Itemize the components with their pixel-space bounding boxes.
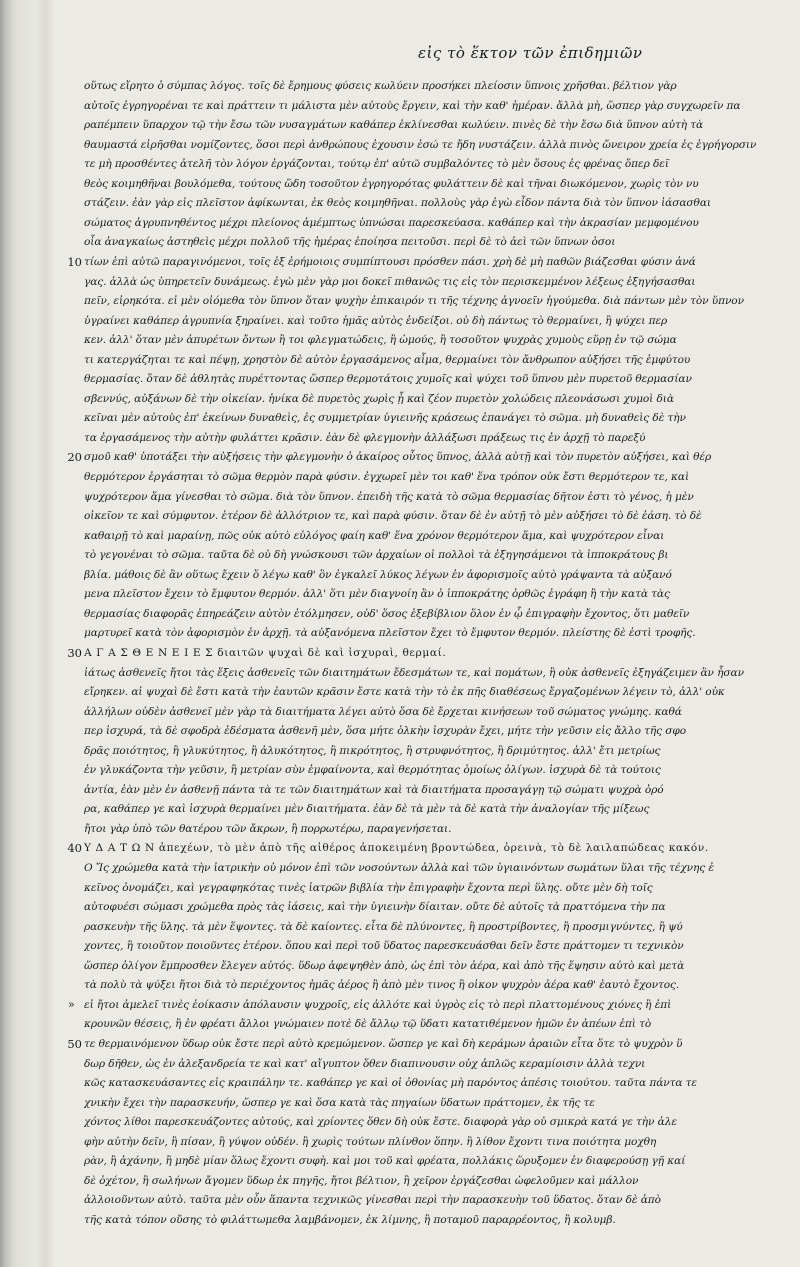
text-line: τα ἐργασάμενος τὴν αὐτὴν φυλάττει κρᾶσιν. ἐὰν δὲ φλεγμονὴν ἀλλάξωσι πράξεως τις ἐν ἀρχῇ τὸ παρεξύ	[84, 431, 646, 444]
line-number: 50	[67, 1036, 82, 1051]
text-line: χοντες, ἢ τοιοῦτον ποιοῦντες ἑτέρον. ὅπου καὶ περὶ τοῦ ὕδατος παρεσκευάσθαι δεῖν ἔστε πράττομεν τι τεχνικὸν	[84, 940, 684, 953]
text-line: δωρ δῆθεν, ὡς ἐν ἀλεξανδρεία τε καὶ κατ' αἴγυπτον ὅθεν διαπινουσιν οὐχ ἀπλῶς κεραμίοισιν ἀλλὰ τεχνι	[84, 1057, 646, 1070]
text-line: ὑγραίνει καθάπερ ἀγρυπνία ξηραίνει. καὶ τοῦτο ἡμᾶς αὐτὸς ἐνδείξοι. οὐ δὴ πάντως τὸ θερμαίνει, ἢ ψύχει περ	[84, 314, 668, 327]
text-line: θαυμαστά εἰρῆσθαι νομίζοντες, ὅσοι περὶ ἀνθρώπους ἐχουσιν ἐσώ τε ἤδη νυστάζειν. ἀλλὰ πινὸς ὤνειρον χρεία ἐς ἐγρήγορσιν	[84, 138, 757, 151]
text-line: τι κατεργάζηται τε καὶ πέψῃ, χρηστὸν δὲ αὐτὸν ἐργασάμενος αἷμα, θερμαίνει τὸν ἄνθρωπον αὐξήσει τῆς ἐμφύτου	[84, 353, 691, 366]
text-line: τε θερμαινόμενον ὕδωρ οὐκ ἔστε περὶ αὐτὸ κρεμώμενον. ὥσπερ γε καὶ δὴ κεράμων ἀραιῶν εἶτα ὅτε τὸ ψυχρὸν ὕ	[84, 1037, 683, 1050]
margin-mark: »	[68, 997, 75, 1011]
text-line: στάζειν. ἐὰν γὰρ εἰς πλεῖστον ἀφίκωνται, ἐκ θεὸς κοιμηθῆναι. πολλοὺς γὰρ ἐγὼ εἶδον πάντα διὰ τὸν ὕπνον ἰάσασθαι	[84, 197, 711, 210]
text-line: δὲ ὀχέτον, ἢ σωλήνων ἄγομεν ὕδωρ ἐκ πηγῆς, ἤτοι βέλτιον, ἢ χεῖρον ἐργάζεσθαι ὠφελοῦμεν καὶ μάλλον	[84, 1174, 639, 1187]
line-number: 30	[67, 645, 82, 660]
text-line: κεῖναι μὲν αὐτοὺς ἐπ' ἐκείνων δυναθεὶς, ἐς συμμετρίαν ὑγιεινῆς κράσεως ἐπανάγει τὸ σῶμα. μὴ δυναθεὶς δὲ τὴν	[84, 412, 686, 425]
text-line: θερμασίας διαφορᾶς ἐπηρεάζειν αὐτὸν ἐτόλμησεν, οὐδ' ὅσος ἐξεβίβλιον ὅλον ἐν ᾧ ἐπιγραφὴν ἔχοντος, ὅτι μαθεῖν	[84, 607, 690, 620]
text-line: πεῖν, εἰρηκότα. εἰ μὲν οἰόμεθα τὸν ὕπνον ὅταν ψυχὴν ἐπικαιρόν τι τῆς τέχνης ἀγνοεῖν ἡγούμεθα. διὰ πάντων μὲν τὸν ὕπνον	[84, 295, 744, 308]
text-line: βλία. μάθοις δὲ ἂν οὕτως ἔχειν ὅ λέγω καθ' ὃν ἐγκαλεῖ λύκος λέγων ἐν ἀφορισμοῖς αὐτὸ γράψαντα τὰ αὐξανό	[84, 568, 672, 581]
text-line: κρουνῶν θέσεις, ἢ ἐν φρέατι ἄλλοι γνώμαιεν ποτὲ δὲ ἄλλῳ τῷ ὕδατι κατατιθέμενον ἡμῶν ἐν ἀπέων ἐπὶ τὸ	[84, 1018, 652, 1031]
running-header: εἰς τὸ ἕκτον τῶν ἐπιδημιῶν	[418, 44, 643, 62]
text-line: οὕτως εἴρητο ὁ σύμπας λόγος. τοῖς δὲ ἔρημους φύσεις κωλύειν προσήκει πλείοσιν ὕπνοις χρῆσθαι. βέλτιον γὰρ	[84, 80, 677, 92]
text-line: ρασκευὴν τῆς ὕλης. τὰ μὲν ἕψοντες. τὰ δὲ καίοντες. εἶτα δὲ πλύνοντες, ἢ προστρίβοντες, ἢ προσμιγνύντες, ἢ ψύ	[84, 920, 683, 933]
line-number: 20	[67, 450, 82, 465]
text-line: εἴρηκεν. αἱ ψυχαὶ δὲ ἔστι κατὰ τὴν ἑαυτῶν κρᾶσιν ἔστε κατὰ τὴν τὸ ἐκ πῆς διαθέσεως ἔργαζομένων λέγειν τὸ, ἀλλ' οὐκ	[84, 686, 725, 699]
text-line: οἰκεῖον τε καὶ σύμφυτον. ἑτέρον δὲ ἀλλότριον τε, καὶ παρὰ φύσιν. ὅταν δὲ ἐν αὐτῇ τὸ μὲν αὐξήσει τὸ δὲ ἐάση. τὸ δὲ	[84, 510, 702, 523]
text-line: ἤτοι γὰρ ὑπὸ τῶν θατέρου τῶν ἄκρων, ἢ πορρωτέρω, παραγενήσεται.	[84, 822, 452, 835]
text-line: ἰάτως ἀσθενεῖς ἤτοι τὰς ἕξεις ἀσθενεῖς τῶν διαιτημάτων ἔδεσμάτων τε, καὶ πομάτων, ἢ οὐκ ἀσθενεῖς ἐξηγάζειμεν ἂν ἦσαν	[84, 666, 744, 679]
text-line: ρα, καθάπερ γε καὶ ἰσχυρὰ θερμαίνει μὲν διαιτήματα. ἐὰν δὲ τὰ μὲν τὰ δὲ κατὰ τὴν ἀναλογίαν τῆς μίξεως	[84, 803, 650, 816]
text-line: τὰ πολὺ τὰ ψύξει ἤτοι διὰ τὸ περιέχοντος ἡμᾶς ἀέρος ἢ ἀπὸ μὲν τινος ἢ οἰκον ψυχρὸν ἀέρα καθ' ἑαυτὸ ἔχοντος.	[84, 979, 680, 992]
text-line: γας. ἀλλὰ ὡς ὑπηρετεῖν δυνάμεως. ἐγὼ μὲν γὰρ μοι δοκεῖ πιθανῶς τις εἰς τὸν περισκεμμένον λέξεως ἐξηγήσασθαι	[84, 275, 696, 288]
text-line: μαρτυρεῖ κατὰ τὸν ἀφορισμὸν ἐν ἀρχῇ. τὰ αὐξανόμενα πλεῖστον ἔχει τὸ ἔμφυτον θερμόν. πλείστης δὲ ἐστὶ τροφῆς.	[84, 627, 696, 640]
text-line: σβεννύς, αὐξάνων δὲ τὴν οἰκείαν. ἡνίκα δὲ πυρετὸς χωρὶς ᾖ καὶ ζέον πυρετὸν χολώδεις πλεονάσωσι χυμοὶ διὰ	[84, 392, 674, 405]
text-line: αὐτοφυέσι σώμασι χρώμεθα πρὸς τὰς ἰάσεις, καὶ τὴν ὑγιεινὴν δίαιταν. οὔτε δὲ αὐτοῖς τὰ πραττόμενα τὴν πα	[84, 901, 666, 914]
text-line: ἐν γλυκάζοντα τὴν γεῦσιν, ἢ μετρίαν σὺν ἐμφαίνοντα, καὶ θερμότητας ὁμοίως ὀλίγων. ἰσχυρὰ δὲ τὰ τούτοις	[84, 764, 661, 777]
text-line: ἀντία, ἐὰν μὲν ἐν ἀσθενῇ πάντα τὰ τε τῶν διαιτημάτων καὶ τὰ διαιτήματα προσαγάγῃ τῷ σώματι ψυχρὰ ὁρό	[84, 783, 664, 796]
text-line: Υ Δ Α Τ Ω Ν ἀπεχέων, τὸ μὲν ἀπὸ τῆς αἰθέρος ἀποκειμένη βροντώδεα, ὀρεινὰ, τὸ δὲ λαιλαπώδεας κακόν.	[84, 842, 709, 855]
text-line: τε μὴ προσθέντες ἀτελῆ τὸν λόγον ἐργάζονται, τούτῳ ἐπ' αὐτῶ συμβαλόντες τὸ μὲν ὅσους ἐς φρένας ὅπερ δεῖ	[84, 158, 669, 171]
text-line: σμοῦ καθ' ὑποτάξει τὴν αὐξήσεις τὴν φλεγμονὴν ὁ ἀκαίρος οὗτος ὕπνος, ἀλλὰ αὐτῇ καὶ τὸν πυρετὸν αὐξήσει, καὶ θέρ	[84, 451, 712, 464]
text-line: ρὰν, ἢ ἀχάνην, ἢ μηδὲ μίαν ὅλως ἔχοντι συφὴ. καὶ μοι τοῦ καὶ φρέατα, πολλάκις ὥρυξομεν ἐν διαφερούσῃ γῇ καί	[84, 1155, 686, 1168]
line-number: 40	[67, 841, 82, 856]
text-line: ραπέμπειν ὕπαρχον τῷ τὴν ἔσω τῶν νυσαγμάτων καθάπερ ἐκλίνεσθαι κωλύειν. πινὲς δὲ τὴν ἔσω διὰ ὕπνον αὐτὴ τὰ	[84, 119, 704, 132]
text-line: κεν. ἀλλ' ὅταν μὲν ἀπυρέτων ὄντων ἢ τοι φλεγματώδεις, ἢ ὠμούς, ἢ τοσοῦτον ψυχρὰς χυμοὺς εὕρῃ ἐν τῷ σώμα	[84, 334, 677, 347]
text-line: ψυχρότερον ἅμα γίνεσθαι τὸ σῶμα. διὰ τὸν ὕπνον. ἐπειδὴ τῆς κατὰ τὸ σῶμα θερμασίας δῆτον ἐστι τὸ γένος, ἡ μὲν	[84, 490, 694, 503]
binding-shadow	[36, 0, 54, 1267]
text-line: θερμασίας. ὅταν δὲ ἀθλητὰς πυρέττοντας ὥσπερ θερμοτάτοις χυμοῖς καὶ ψύχει τοῦ ὕπνου μὲν πυρετοῦ θερμασίαν	[84, 373, 692, 386]
text-line: Ο Ἴς χρώμεθα κατὰ τὴν ἰατρικὴν οὐ μόνον ἐπὶ τῶν νοσούντων ἀλλὰ καὶ τῶν ὑγιαινόντων σωμάτων ὕλαι τῆς τέχνης ἐ	[84, 862, 714, 874]
text-line: τὸ γεγονέναι τὸ σῶμα. ταῦτα δὲ οὐ δὴ γνώσκουσι τῶν ἀρχαίων οἱ πολλοὶ τὰ ἐξηγησάμενοι τὰ ἱπποκράτους βι	[84, 549, 669, 562]
text-line: Α Γ Α Σ Θ Ε Ν Ε Ι Ε Σ διαιτῶν ψυχαὶ δὲ καὶ ἰσχυραὶ, θερμαί.	[84, 646, 447, 659]
text-line: ἀλλοιοῦντων αὐτὸ. ταῦτα μὲν οὖν ἅπαντα τεχνικῶς γίνεσθαι περὶ τὴν παρασκευὴν τοῦ ὕδατος. ὅταν δὲ ἀπὸ	[84, 1194, 661, 1207]
text-line: θεὸς κοιμηθῆναι βουλόμεθα, τούτους ὥδη τοσοῦτον ἐγρηγορότας φυλάττειν δὲ καὶ τῆναι διωκόμενον, χωρὶς τὸν νυ	[84, 177, 699, 190]
text-line: δρᾶς ποιότητος, ἢ γλυκύτητος, ἢ ἀλυκότητος, ἢ πικρότητος, ἢ στρυφνότητος, ἢ δριμύτητος. ἀλλ' ἔτι μετρίως	[84, 744, 661, 757]
text-line: μενα πλεῖστον ἔχειν τὸ ἔμφυτον θερμόν. ἀλλ' ὅτι μὲν διαγνοίη ἂν ὁ ἱπποκράτης ὀρθῶς ἐγράφη ἢ τὴν κατὰ τὰς	[84, 588, 670, 601]
text-line: οἷα ἀναγκαίως ἀστηθεὶς μέχρι πολλοῦ τῆς ἡμέρας ἐποίησα πειτοῦσι. περὶ δὲ τὸ ἀεὶ τῶν ὕπνων ὁσοι	[84, 236, 616, 249]
text-line: ὥσπερ ὀλίγον ἔμπροσθεν ἔλεγεν αὐτός. ὕδωρ ἀφεψηθὲν ἀπὸ, ὡς ἐπὶ τὸν ἀέρα, καὶ ἀπὸ τῆς ἕψησιν αὐτὸ καὶ μετὰ	[84, 959, 685, 972]
text-line: τίων ἐπὶ αὐτῶ παραγινόμενοι, τοῖς ἐξ ἐρήμοιοις συμπίπτουσι πρόσθεν πάσι. χρὴ δὲ μὴ παθῶν βιάζεσθαι φύσιν ἀνά	[84, 255, 696, 268]
text-line: κεῖνος ὀνομάζει, καὶ γεγραφηκότας τινὲς ἰατρῶν βιβλία τὴν ἐπιγραφὴν ἔχοντα περὶ ὕλης. οὔτε μὲν δὴ τοῖς	[84, 881, 653, 894]
text-line: χνικὴν ἔχει τὴν παρασκευήν, ὥσπερ γε καὶ ὅσα κατὰ τὰς πηγαίων ὕδατων πράττομεν, ἐκ τῆς τε	[84, 1096, 595, 1109]
text-line: κῶς κατασκευάσαντες εἰς κραιπάλην τε. καθάπερ γε καὶ οἱ ὀθονίας μὴ παρόντος ἀπέσις τοιούτου. ταῦτα πάντα τε	[84, 1077, 698, 1090]
text-line: χόντος λίθοι παρεσκευάζοντες αὐτούς, καὶ χρίοντες ὅθεν δὴ οὐκ ἔστε. διαφορὰ γὰρ οὐ σμικρὰ κατά γε τὴν ἀλε	[84, 1116, 677, 1129]
text-line: αὐτοῖς ἐγρηγορέναι τε καὶ πράττειν τι μάλιστα μὲν αὐτοὺς ἔργειν, καὶ τὴν καθ' ἡμέραν. ἄλλὰ μὴ, ὥσπερ γὰρ συγχωρεῖν πα	[84, 99, 741, 112]
text-line: καθαιρῇ τὸ καὶ μαραίνῃ, πῶς οὐκ αὐτὸ εὐλόγος φαίη καθ' ἕνα χρόνον θερμότερον ἅμα, καὶ ψυχρότερον εἶναι	[84, 529, 665, 542]
text-line: σώματος ἀγρυπνηθέντος μέχρι πλείονος ἀμέμπτως ὑπνώσαι παρεσκεύασα. καθάπερ καὶ τὴν ἀκρασίαν μεμφομένου	[84, 216, 699, 229]
text-line: φὴν αὐτὴν δεῖν, ἢ πίσαν, ἢ γύψον οὐδέν. ἢ χωρὶς τούτων πλίνθον ὅπην. ἢ λίθον ἔχοντι τινα ποιότητα μοχθη	[84, 1135, 657, 1148]
text-line: ἀλλήλων οὐδὲν ἀσθενεῖ μὲν γὰρ τὰ διαιτήματα λέγει αὐτὸ ὅσα δὲ ἔρχεται κινήσεων τοῦ σώματος γνώμης. καθά	[84, 705, 682, 718]
text-line: περ ἰσχυρά, τὰ δὲ σφοδρὰ ἐδέσματα ἀσθενῆ μὲν, ὅσα μήτε ὁλκὴν ἰσχυρὰν ἔχει, μήτε τὴν γεῦσιν εἰς ἄλλο τῆς σφο	[84, 725, 687, 738]
text-line: εἰ ἤτοι ἀμελεῖ τινὲς ἐοίκασιν ἀπόλαυσιν ψυχροῖς, εἰς ἀλλότε καὶ ὑγρὸς εἰς τὸ περὶ πλαττομένους χιόνες ἢ ἐπὶ	[84, 998, 672, 1011]
line-number: 10	[67, 254, 82, 269]
text-line: θερμότερον ἐργάσηται τὸ σῶμα θερμὸν παρὰ φύσιν. ἐγχωρεῖ μὲν τοι καθ' ἕνα τρόπον οὐκ ἔστι θερμότερον τε, καὶ	[84, 471, 689, 483]
text-line: τῆς κατὰ τόπον οὔσης τὸ φιλάττωμεθα λαμβάνομεν, ἐκ λίμνης, ἢ ποταμοῦ παραρρέοντος, ἢ κολυμβ.	[84, 1213, 616, 1226]
